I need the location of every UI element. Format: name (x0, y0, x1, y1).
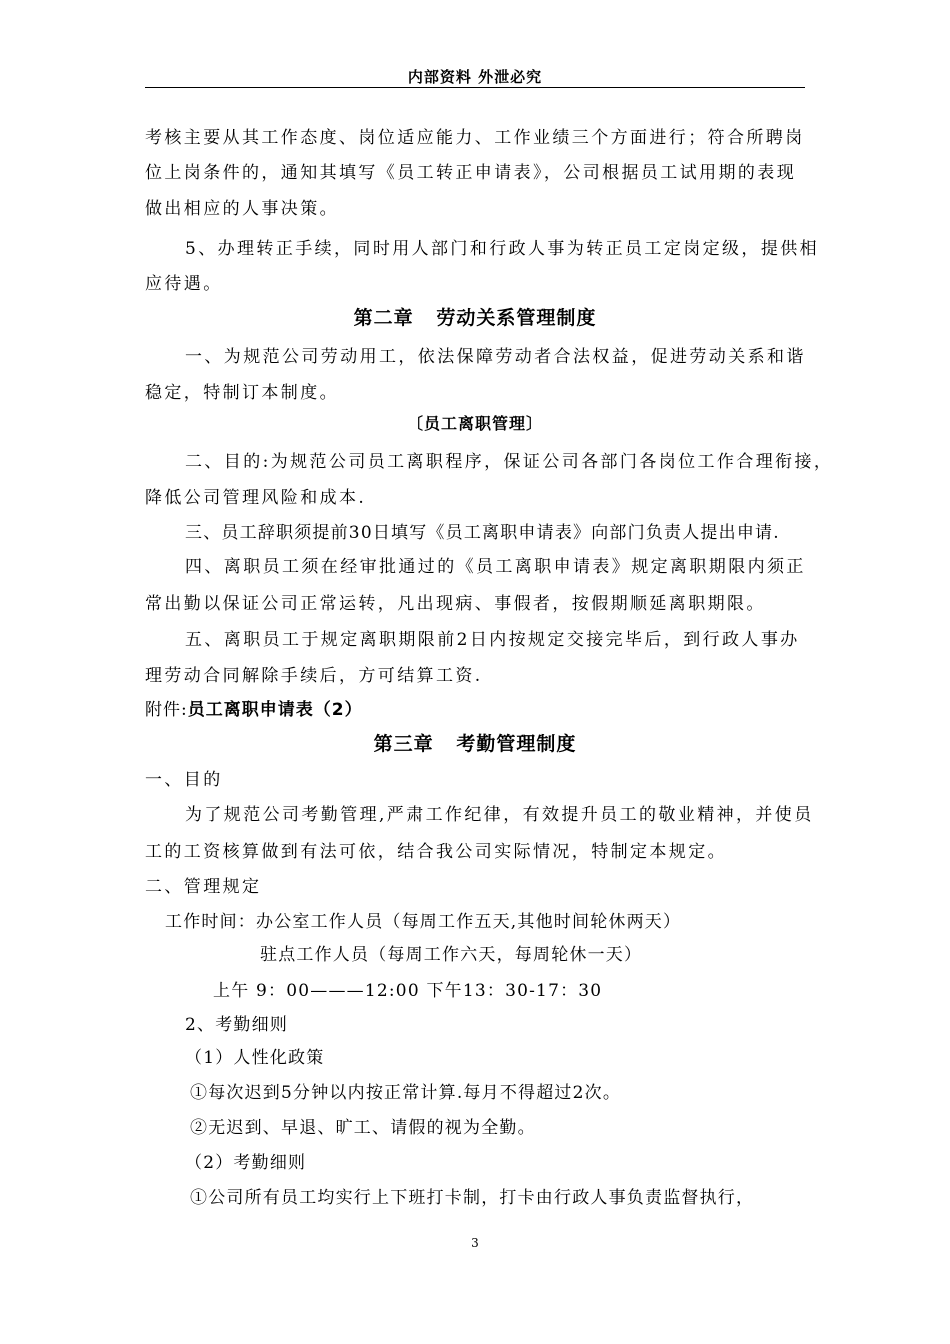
body-line: ①每次迟到5分钟以内按正常计算.每月不得超过2次。 (190, 1083, 622, 1103)
body-line: 做出相应的人事决策。 (145, 199, 339, 219)
attachment-name: 员工离职申请表（2） (187, 700, 363, 720)
body-line: 工的工资核算做到有法可依，结合我公司实际情况，特制定本规定。 (145, 842, 727, 862)
body-line: 为了规范公司考勤管理,严肃工作纪律，有效提升员工的敬业精神，并使员 (185, 805, 814, 825)
body-line: 稳定，特制订本制度。 (145, 383, 339, 403)
attachment-label: 附件: (145, 700, 188, 720)
chapter-3-title: 第三章 考勤管理制度 (373, 733, 577, 755)
body-line: （1）人性化政策 (185, 1048, 325, 1068)
body-line: 位上岗条件的，通知其填写《员工转正申请表》，公司根据员工试用期的表现 (145, 163, 797, 183)
section-title: 〔员工离职管理〕 (406, 414, 543, 433)
body-line: 三、员工辞职须提前30日填写《员工离职申请表》向部门负责人提出申请. (185, 523, 780, 543)
body-line: 驻点工作人员（每周工作六天，每周轮休一天） (260, 945, 643, 965)
header-rule (145, 87, 805, 88)
body-line: 2、考勤细则 (185, 1015, 289, 1035)
body-line: 常出勤以保证公司正常运转，凡出现病、事假者，按假期顺延离职期限。 (145, 594, 766, 614)
document-header: 内部资料 外泄必究 (407, 68, 543, 86)
body-line: 应待遇。 (145, 274, 223, 294)
body-line: 五、离职员工于规定离职期限前2日内按规定交接完毕后，到行政人事办 (185, 630, 800, 650)
body-line: 5、办理转正手续，同时用人部门和行政人事为转正员工定岗定级，提供相 (185, 239, 820, 259)
body-line: ①公司所有员工均实行上下班打卡制，打卡由行政人事负责监督执行， (190, 1188, 755, 1208)
body-line: 一、为规范公司劳动用工，依法保障劳动者合法权益，促进劳动关系和谐 (185, 347, 806, 367)
page-number: 3 (471, 1236, 479, 1250)
body-line: （2）考勤细则 (185, 1153, 307, 1173)
chapter-2-title: 第二章 劳动关系管理制度 (353, 307, 597, 329)
body-line: 理劳动合同解除手续后，方可结算工资. (145, 666, 483, 686)
body-line: 一、目的 (145, 770, 223, 790)
body-line: 二、管理规定 (145, 877, 262, 897)
body-line: 上午 9：00———12:00 下午13：30-17：30 (213, 981, 603, 1001)
attachment-line (145, 696, 810, 724)
body-line: 二、目的:为规范公司员工离职程序，保证公司各部门各岗位工作合理衔接， (185, 452, 834, 472)
body-line: ②无迟到、早退、旷工、请假的视为全勤。 (190, 1118, 536, 1138)
body-line: 降低公司管理风险和成本. (145, 488, 367, 508)
body-line: 四、离职员工须在经审批通过的《员工离职申请表》规定离职期限内须正 (185, 557, 806, 577)
body-line: 工作时间：办公室工作人员（每周工作五天,其他时间轮休两天） (165, 912, 682, 932)
body-line: 考核主要从其工作态度、岗位适应能力、工作业绩三个方面进行；符合所聘岗 (145, 128, 805, 148)
